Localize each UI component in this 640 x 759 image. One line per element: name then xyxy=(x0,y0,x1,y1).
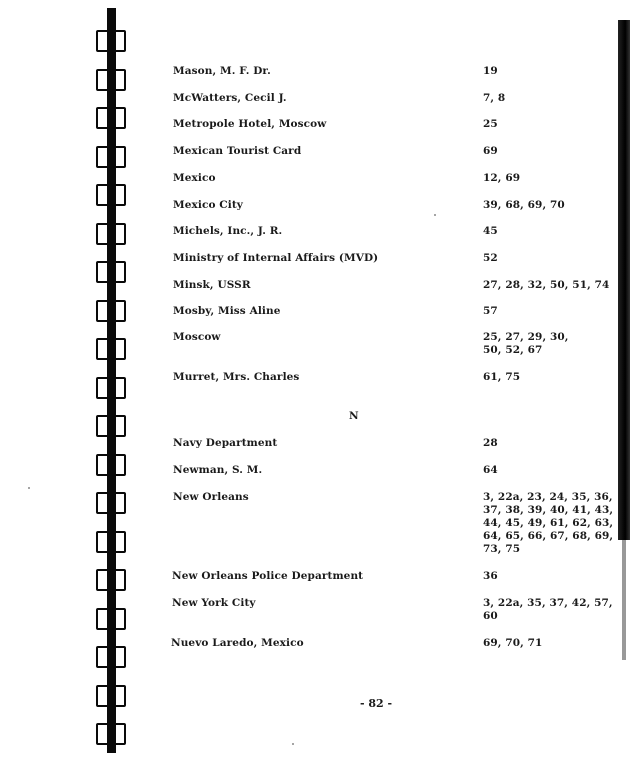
entry-pages: 25, 27, 29, 30, 50, 52, 67 xyxy=(483,331,569,356)
entry-name: New Orleans xyxy=(173,491,249,503)
entry-pages: 64 xyxy=(483,464,498,476)
entry-name: New York City xyxy=(172,597,256,609)
entry-name: Minsk, USSR xyxy=(173,279,251,291)
section-letter-heading: N xyxy=(349,410,359,422)
entry-name: Murret, Mrs. Charles xyxy=(173,371,300,383)
entry-pages: 12, 69 xyxy=(483,172,521,184)
entry-name: New Orleans Police Department xyxy=(172,570,364,582)
entry-pages: 19 xyxy=(483,65,498,77)
entry-name: Newman, S. M. xyxy=(173,464,263,476)
entry-name: Ministry of Internal Affairs (MVD) xyxy=(173,252,379,264)
entry-pages: 28 xyxy=(483,437,498,449)
entry-name: Nuevo Laredo, Mexico xyxy=(171,637,304,649)
entry-name: Michels, Inc., J. R. xyxy=(173,225,283,237)
entry-pages: 57 xyxy=(483,305,498,317)
scan-speck xyxy=(28,487,30,489)
entry-pages: 25 xyxy=(483,118,498,130)
entry-pages: 61, 75 xyxy=(483,371,521,383)
entry-name: Mexico City xyxy=(173,199,244,211)
entry-pages: 69, 70, 71 xyxy=(483,637,543,649)
entry-name: Navy Department xyxy=(173,437,278,449)
entry-pages: 27, 28, 32, 50, 51, 74 xyxy=(483,279,610,291)
scan-speck xyxy=(434,214,436,216)
entry-pages: 52 xyxy=(483,252,498,264)
entry-pages: 3, 22a, 23, 24, 35, 36, 37, 38, 39, 40, 41, 43, 44, 45, 49, 61, 62, 63, 64, 65, 66, 67, 68, 69, 73, 75 xyxy=(483,491,614,555)
entry-name: Metropole Hotel, Moscow xyxy=(173,118,327,130)
scan-speck xyxy=(292,743,294,745)
entry-name: Mason, M. F. Dr. xyxy=(173,65,271,77)
entry-name: Mexico xyxy=(173,172,216,184)
entry-name: Moscow xyxy=(173,331,221,343)
entry-name: Mosby, Miss Aline xyxy=(173,305,281,317)
entry-pages: 3, 22a, 35, 37, 42, 57, 60 xyxy=(483,597,613,622)
entry-pages: 36 xyxy=(483,570,498,582)
entry-pages: 7, 8 xyxy=(483,92,506,104)
entry-pages: 45 xyxy=(483,225,498,237)
page-number: - 82 - xyxy=(360,697,393,710)
entry-name: McWatters, Cecil J. xyxy=(173,92,287,104)
entry-pages: 69 xyxy=(483,145,498,157)
entry-name: Mexican Tourist Card xyxy=(173,145,302,157)
entry-pages: 39, 68, 69, 70 xyxy=(483,199,565,211)
